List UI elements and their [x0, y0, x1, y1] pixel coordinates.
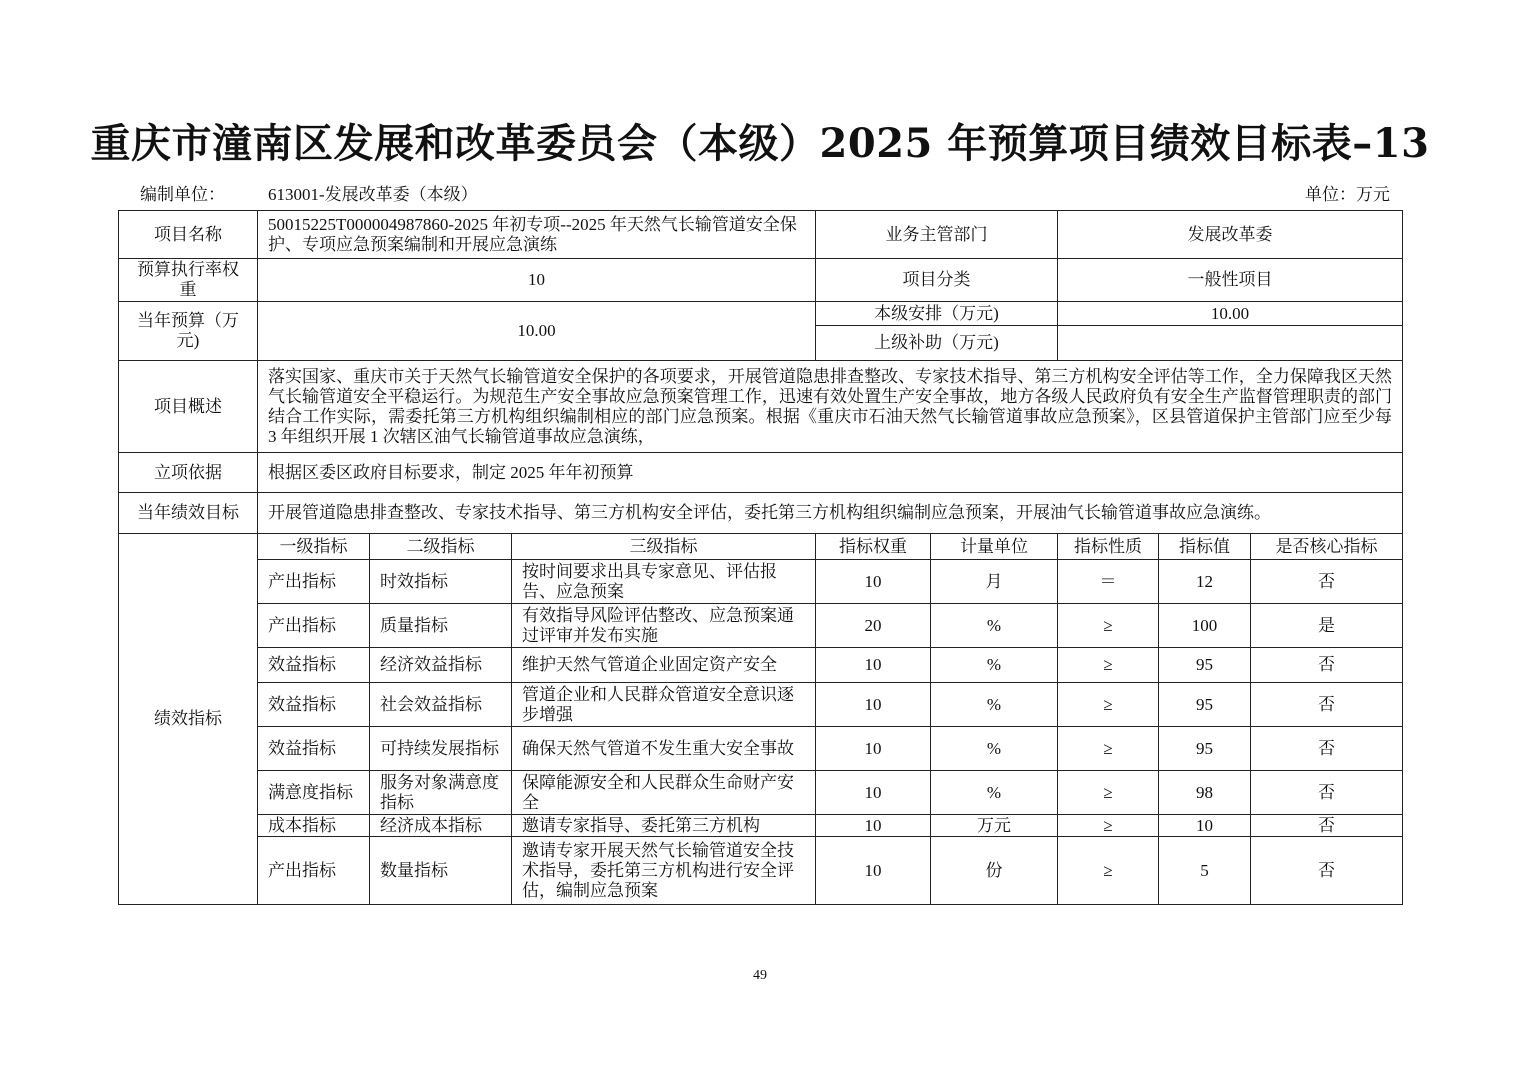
row-goal	[119, 493, 1403, 534]
nature-cell: ≥	[1058, 815, 1159, 837]
table-row	[119, 560, 1403, 604]
local-budget-label: 本级安排（万元)	[816, 302, 1058, 326]
core-cell: 否	[1251, 648, 1403, 683]
row-exec-weight	[119, 259, 1403, 302]
exec-weight-label: 预算执行率权重	[119, 259, 258, 302]
unit-cell: %	[931, 648, 1058, 683]
unit-cell: %	[931, 727, 1058, 771]
level1-cell: 产出指标	[258, 560, 370, 604]
level3-cell: 邀请专家开展天然气长输管道安全技术指导，委托第三方机构进行安全评估，编制应急预案	[512, 837, 816, 905]
level1-cell: 产出指标	[258, 837, 370, 905]
level2-cell: 社会效益指标	[370, 683, 512, 727]
unit-cell: %	[931, 683, 1058, 727]
level3-cell: 邀请专家指导、委托第三方机构	[512, 815, 816, 837]
nature-cell: ≥	[1058, 648, 1159, 683]
row-budget	[119, 302, 1403, 326]
core-cell: 否	[1251, 560, 1403, 604]
dept-label: 业务主管部门	[816, 211, 1058, 259]
unit-cell: 份	[931, 837, 1058, 905]
value-cell: 100	[1159, 604, 1251, 648]
nature-cell: ≥	[1058, 837, 1159, 905]
header-core: 是否核心指标	[1251, 534, 1403, 560]
basis-text: 根据区委区政府目标要求，制定 2025 年年初预算	[258, 453, 1403, 493]
category-value: 一般性项目	[1058, 259, 1403, 302]
level3-cell: 保障能源安全和人民群众生命财产安全	[512, 771, 816, 815]
budget-value: 10.00	[258, 302, 816, 361]
level2-cell: 时效指标	[370, 560, 512, 604]
table-row	[119, 604, 1403, 648]
weight-cell: 10	[816, 727, 931, 771]
level3-cell: 有效指导风险评估整改、应急预案通过评审并发布实施	[512, 604, 816, 648]
weight-cell: 10	[816, 683, 931, 727]
weight-cell: 10	[816, 815, 931, 837]
nature-cell: ＝	[1058, 560, 1159, 604]
weight-cell: 20	[816, 604, 931, 648]
goal-text: 开展管道隐患排查整改、专家技术指导、第三方机构安全评估，委托第三方机构组织编制应急预案，开展油气长输管道事故应急演练。	[258, 493, 1403, 534]
value-cell: 95	[1159, 727, 1251, 771]
nature-cell: ≥	[1058, 683, 1159, 727]
overview-label: 项目概述	[119, 361, 258, 453]
value-cell: 10	[1159, 815, 1251, 837]
level3-cell: 确保天然气管道不发生重大安全事故	[512, 727, 816, 771]
header-unit: 计量单位	[931, 534, 1058, 560]
level2-cell: 可持续发展指标	[370, 727, 512, 771]
project-name-value: 50015225T000004987860-2025 年初专项--2025 年天然气长输管道安全保护、专项应急预案编制和开展应急演练	[258, 211, 816, 259]
page-number: 49	[753, 968, 767, 983]
core-cell: 是	[1251, 604, 1403, 648]
table-row	[119, 648, 1403, 683]
currency-unit-label: 单位：万元	[1305, 185, 1390, 204]
unit-cell: %	[931, 604, 1058, 648]
unit-cell: 月	[931, 560, 1058, 604]
nature-cell: ≥	[1058, 771, 1159, 815]
level1-cell: 满意度指标	[258, 771, 370, 815]
table-row	[119, 727, 1403, 771]
row-basis	[119, 453, 1403, 493]
table-row	[119, 837, 1403, 905]
level1-cell: 效益指标	[258, 727, 370, 771]
table-row	[119, 771, 1403, 815]
value-cell: 5	[1159, 837, 1251, 905]
table-row	[119, 815, 1403, 837]
level3-cell: 维护天然气管道企业固定资产安全	[512, 648, 816, 683]
compile-unit-label: 编制单位：	[140, 185, 225, 204]
core-cell: 否	[1251, 815, 1403, 837]
level2-cell: 经济效益指标	[370, 648, 512, 683]
level3-cell: 按时间要求出具专家意见、评估报告、应急预案	[512, 560, 816, 604]
upper-subsidy-label: 上级补助（万元)	[816, 326, 1058, 361]
goal-label: 当年绩效目标	[119, 493, 258, 534]
indicator-header-row	[119, 534, 1403, 560]
core-cell: 否	[1251, 683, 1403, 727]
performance-table	[118, 210, 1403, 905]
level1-cell: 成本指标	[258, 815, 370, 837]
header-level3: 三级指标	[512, 534, 816, 560]
header-value: 指标值	[1159, 534, 1251, 560]
unit-cell: 万元	[931, 815, 1058, 837]
category-label: 项目分类	[816, 259, 1058, 302]
value-cell: 95	[1159, 648, 1251, 683]
indicators-label: 绩效指标	[119, 534, 258, 905]
nature-cell: ≥	[1058, 604, 1159, 648]
row-overview	[119, 361, 1403, 453]
weight-cell: 10	[816, 837, 931, 905]
exec-weight-value: 10	[258, 259, 816, 302]
compile-unit-value: 613001-发展改革委（本级）	[268, 185, 478, 204]
basis-label: 立项依据	[119, 453, 258, 493]
upper-subsidy-value	[1058, 326, 1403, 361]
header-nature: 指标性质	[1058, 534, 1159, 560]
level1-cell: 产出指标	[258, 604, 370, 648]
level2-cell: 数量指标	[370, 837, 512, 905]
value-cell: 98	[1159, 771, 1251, 815]
header-weight: 指标权重	[816, 534, 931, 560]
level2-cell: 经济成本指标	[370, 815, 512, 837]
core-cell: 否	[1251, 771, 1403, 815]
budget-label: 当年预算（万元)	[119, 302, 258, 361]
nature-cell: ≥	[1058, 727, 1159, 771]
page-title: 重庆市潼南区发展和改革委员会（本级）2025 年预算项目绩效目标表–13	[90, 120, 1430, 167]
level3-cell: 管道企业和人民群众管道安全意识逐步增强	[512, 683, 816, 727]
value-cell: 12	[1159, 560, 1251, 604]
table-row	[119, 683, 1403, 727]
weight-cell: 10	[816, 771, 931, 815]
project-name-label: 项目名称	[119, 211, 258, 259]
weight-cell: 10	[816, 648, 931, 683]
dept-value: 发展改革委	[1058, 211, 1403, 259]
value-cell: 95	[1159, 683, 1251, 727]
local-budget-value: 10.00	[1058, 302, 1403, 326]
unit-cell: %	[931, 771, 1058, 815]
overview-text: 落实国家、重庆市关于天然气长输管道安全保护的各项要求，开展管道隐患排查整改、专家技术指导、第三方机构安全评估等工作，全力保障我区天然气长输管道安全平稳运行。为规范生产安全事故应急预案管理工作，迅速有效处置生产安全事故，地方各级人民政府负有安全生产监督管理职责的部门结合工作实际，需委托第三方机构组织编制相应的部门应急预案。根据《重庆市石油天然气长输管道事故应急预案》，区县管道保护主管部门应至少每 3 年组织开展 1 次辖区油气长输管道事故应急演练，	[258, 361, 1403, 453]
level2-cell: 服务对象满意度指标	[370, 771, 512, 815]
header-level2: 二级指标	[370, 534, 512, 560]
header-level1: 一级指标	[258, 534, 370, 560]
level2-cell: 质量指标	[370, 604, 512, 648]
core-cell: 否	[1251, 837, 1403, 905]
row-project-name	[119, 211, 1403, 259]
core-cell: 否	[1251, 727, 1403, 771]
level1-cell: 效益指标	[258, 683, 370, 727]
weight-cell: 10	[816, 560, 931, 604]
level1-cell: 效益指标	[258, 648, 370, 683]
